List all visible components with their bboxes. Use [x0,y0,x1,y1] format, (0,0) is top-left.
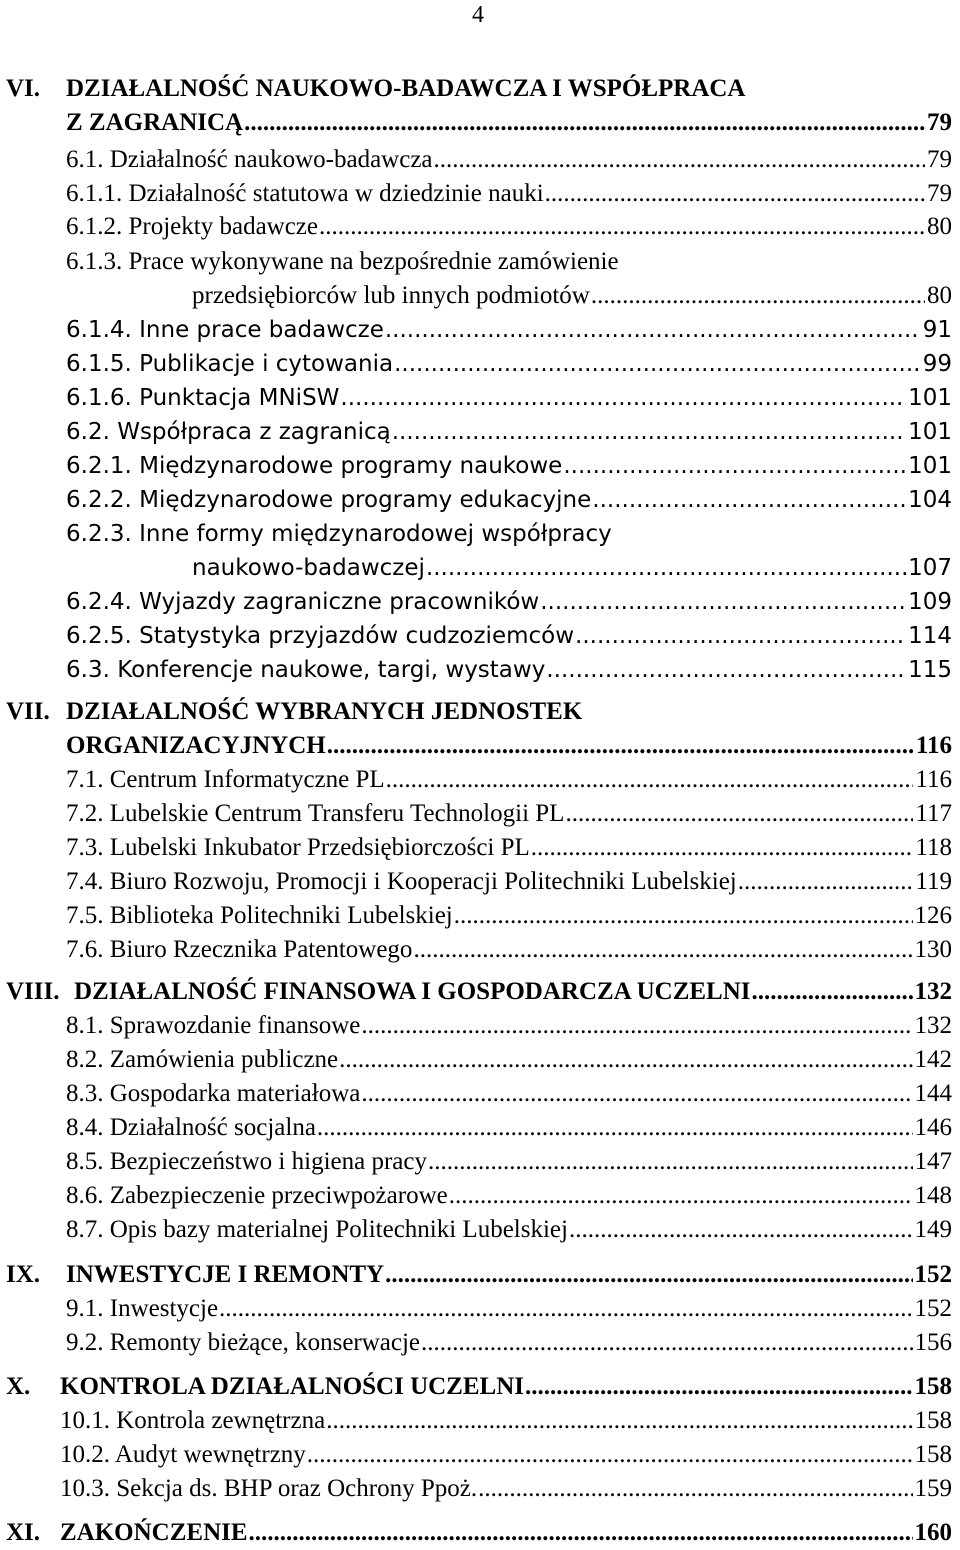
toc-title: 6.1.6. Punktacja MNiSW [66,385,340,411]
toc-entry [0,1009,960,1043]
toc-title: 8.4. Działalność socjalna [66,1114,316,1141]
leader-dots [569,1213,913,1247]
toc-entry [0,210,960,244]
leader-dots [339,1043,912,1077]
toc-page: 116 [915,732,952,759]
leader-dots [546,653,906,687]
page-number: 4 [472,2,484,28]
leader-dots [454,899,913,933]
toc-entry [0,653,960,687]
toc-title: DZIAŁALNOŚĆ NAUKOWO-BADAWCZA I WSPÓŁPRACA [66,75,746,102]
toc-heading-x [0,1370,960,1404]
leader-dots [545,177,925,211]
toc-page: 144 [914,1080,952,1107]
toc-entry [0,865,960,899]
toc-page: 152 [914,1261,952,1288]
leader-dots [413,933,912,967]
toc-entry [0,1326,960,1360]
leader-dots [319,210,925,244]
toc-entry-cont [0,279,960,313]
toc-title: 6.2.4. Wyjazdy zagraniczne pracowników [66,589,540,615]
toc-entry [0,177,960,211]
toc-entry [0,517,960,551]
toc-entry [0,1179,960,1213]
toc-page: 101 [908,419,952,445]
toc-page: 79 [927,109,952,136]
toc-title: 8.1. Sprawozdanie finansowe [66,1012,361,1039]
leader-dots [244,106,925,140]
leader-dots [219,1292,912,1326]
toc-title: DZIAŁALNOŚĆ WYBRANYCH JEDNOSTEK [66,698,583,725]
leader-dots [575,619,906,653]
toc-title: 6.1.3. Prace wykonywane na bezpośrednie zamówienie [66,248,619,275]
toc-entry [0,449,960,483]
toc-entry [0,619,960,653]
toc-title: 6.1.2. Projekty badawcze [66,213,319,240]
leader-dots [540,585,906,619]
toc-title: 7.1. Centrum Informatyczne PL [66,766,385,793]
leader-dots [449,1179,913,1213]
toc-page: 109 [908,589,952,615]
toc-title: ORGANIZACYJNYCH [66,732,326,759]
toc-entry [0,1472,960,1506]
toc-entry [0,1292,960,1326]
toc-page: 146 [914,1114,952,1141]
toc-entry [0,313,960,347]
toc-title: 7.5. Biblioteka Politechniki Lubelskiej [66,902,453,929]
toc-page: 101 [908,453,952,479]
leader-dots [249,1516,913,1550]
toc-label: XI. [6,1519,41,1546]
toc-heading-vii [0,695,960,729]
toc-label: VIII. [6,978,60,1005]
toc-entry [0,1145,960,1179]
toc-page: 104 [908,487,952,513]
toc-heading-vi-cont [0,106,960,140]
toc-title: 6.1.1. Działalność statutowa w dziedzinie nauki [66,180,544,207]
leader-dots [326,1404,912,1438]
toc-title: 7.6. Biuro Rzecznika Patentowego [66,936,413,963]
leader-dots [531,831,914,865]
toc-title: INWESTYCJE I REMONTY [66,1261,385,1288]
toc-title: 7.3. Lubelski Inkubator Przedsiębiorczości PL [66,834,530,861]
leader-dots [385,1258,912,1292]
toc-title: 8.2. Zamówienia publiczne [66,1046,339,1073]
toc-page: 152 [914,1295,952,1322]
leader-dots [592,483,906,517]
toc-heading-xi [0,1516,960,1550]
leader-dots [361,1077,912,1111]
leader-dots [565,797,913,831]
leader-dots [385,313,921,347]
toc-page: 132 [914,1012,952,1039]
toc-title: 6.2.1. Międzynarodowe programy naukowe [66,453,563,479]
leader-dots [317,1111,913,1145]
toc-page: 149 [914,1216,952,1243]
toc-title: 9.2. Remonty bieżące, konserwacje [66,1329,421,1356]
toc-title: 7.2. Lubelskie Centrum Transferu Technologii PL [66,800,565,827]
toc-label: X. [6,1373,31,1400]
toc-entry [0,797,960,831]
leader-dots [478,1472,912,1506]
toc-title: 7.4. Biuro Rozwoju, Promocji i Kooperacji Politechniki Lubelskiej [66,868,737,895]
toc-page: 101 [908,385,952,411]
toc-page: 142 [914,1046,952,1073]
toc-entry [0,1077,960,1111]
leader-dots [525,1370,913,1404]
toc-entry [0,585,960,619]
toc-entry-cont [0,551,960,585]
toc-entry [0,1111,960,1145]
leader-dots [307,1438,913,1472]
toc-entry [0,831,960,865]
toc-entry [0,381,960,415]
toc-page: 132 [914,978,952,1005]
toc-title: 8.6. Zabezpieczenie przeciwpożarowe [66,1182,448,1209]
leader-dots [434,143,925,177]
toc-page: 158 [914,1441,952,1468]
leader-dots [426,551,906,585]
toc-title: 6.2. Współpraca z zagranicą [66,419,391,445]
toc-page: 80 [927,282,952,309]
toc-title: 9.1. Inwestycje [66,1295,219,1322]
toc-heading-ix [0,1258,960,1292]
toc-page: 79 [927,180,952,207]
leader-dots [392,415,906,449]
leader-dots [738,865,914,899]
toc-title: DZIAŁALNOŚĆ FINANSOWA I GOSPODARCZA UCZELNI [74,978,751,1005]
toc-entry [0,1438,960,1472]
leader-dots [752,975,913,1009]
toc-entry [0,143,960,177]
toc-title: 6.2.2. Międzynarodowe programy edukacyjne [66,487,592,513]
toc-page: 117 [915,800,952,827]
toc-title: 8.5. Bezpieczeństwo i higiena pracy [66,1148,427,1175]
toc-page: 116 [915,766,952,793]
toc-entry [0,1043,960,1077]
toc-entry [0,1404,960,1438]
toc-title: Z ZAGRANICĄ [66,109,244,136]
toc-title: 6.1.5. Publikacje i cytowania [66,351,394,377]
toc-title: KONTROLA DZIAŁALNOŚCI UCZELNI [60,1373,524,1400]
toc-title: 8.7. Opis bazy materialnej Politechniki Lubelskiej [66,1216,568,1243]
leader-dots [327,729,914,763]
toc-page: 99 [922,351,952,377]
toc-entry [0,347,960,381]
toc-entry [0,899,960,933]
leader-dots [428,1145,913,1179]
toc-page: 126 [914,902,952,929]
toc-title: 10.1. Kontrola zewnętrzna [60,1407,326,1434]
toc-page: 79 [927,146,952,173]
leader-dots [394,347,921,381]
toc-title: 6.2.3. Inne formy międzynarodowej współpracy [66,521,612,547]
leader-dots [386,763,914,797]
toc-heading-vii-cont [0,729,960,763]
toc-entry [0,415,960,449]
toc-entry [0,763,960,797]
toc-page: 158 [914,1373,952,1400]
toc-page: 130 [914,936,952,963]
toc-page: 158 [914,1407,952,1434]
toc-title: ZAKOŃCZENIE [60,1519,248,1546]
leader-dots [563,449,906,483]
toc-page: 160 [914,1519,952,1546]
toc-title: 10.2. Audyt wewnętrzny [60,1441,306,1468]
toc-title: 6.3. Konferencje naukowe, targi, wystawy [66,657,546,683]
toc-page: 80 [927,213,952,240]
toc-title: 8.3. Gospodarka materiałowa [66,1080,361,1107]
leader-dots [591,279,925,313]
toc-page: 114 [908,623,952,649]
toc-entry [0,245,960,279]
toc-title: naukowo-badawczej [192,555,425,581]
toc-title: 10.3. Sekcja ds. BHP oraz Ochrony Ppoż. [60,1475,478,1502]
toc-entry [0,1213,960,1247]
toc-title: 6.1.4. Inne prace badawcze [66,317,384,343]
toc-page: 118 [915,834,952,861]
toc-page: 147 [914,1148,952,1175]
toc-title: 6.2.5. Statystyka przyjazdów cudzoziemców [66,623,575,649]
toc-page: 115 [908,657,952,683]
toc-page: 159 [914,1475,952,1502]
toc-label: VI. [6,75,41,102]
toc-page: 91 [922,317,952,343]
toc-heading-viii [0,975,960,1009]
toc-entry [0,483,960,517]
leader-dots [421,1326,912,1360]
leader-dots [340,381,906,415]
toc-title: 6.1. Działalność naukowo-badawcza [66,146,433,173]
toc-entry [0,933,960,967]
toc-title: przedsiębiorców lub innych podmiotów [192,282,590,309]
toc-label: IX. [6,1261,41,1288]
toc-label: VII. [6,698,50,725]
toc-page: 107 [908,555,952,581]
toc-page: 119 [915,868,952,895]
leader-dots [361,1009,912,1043]
toc-page: 156 [914,1329,952,1356]
toc-heading-vi [0,72,960,106]
toc-page: 148 [914,1182,952,1209]
